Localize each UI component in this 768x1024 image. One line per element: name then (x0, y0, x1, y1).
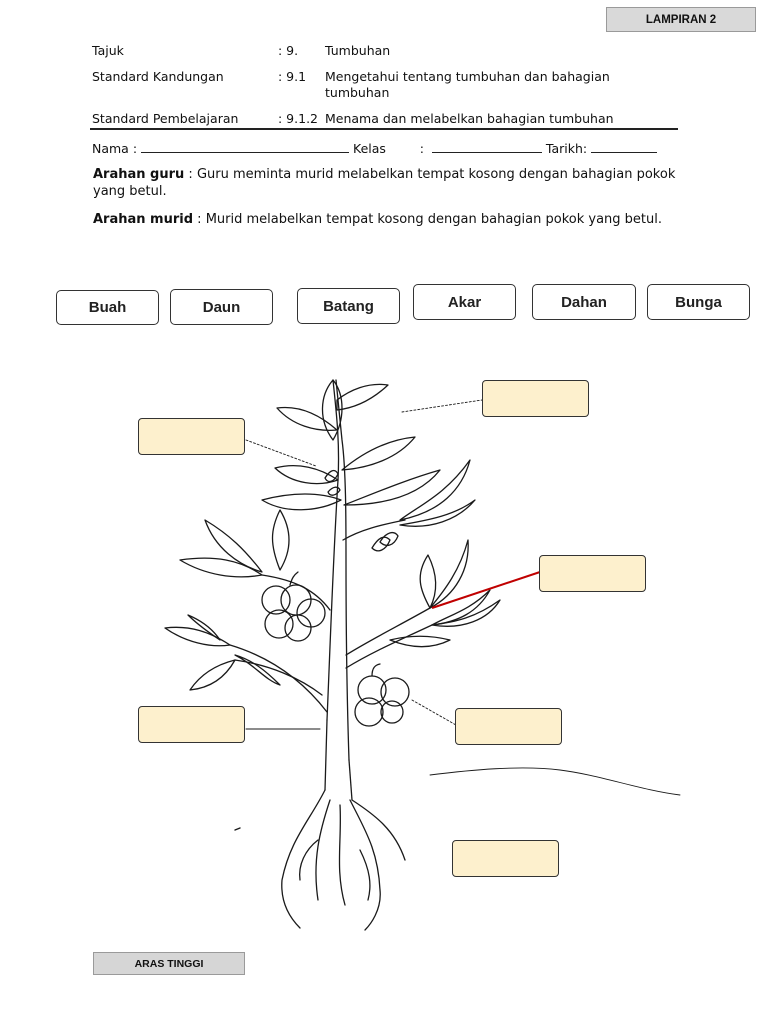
header-number: : 9. (278, 43, 299, 58)
word-card-dahan[interactable]: Dahan (532, 284, 636, 320)
label-box-1[interactable] (138, 418, 245, 455)
root-3 (339, 805, 345, 905)
label-box-2[interactable] (482, 380, 589, 417)
pointer-line-fruit (412, 700, 456, 725)
student-instruction-label: Arahan murid (93, 212, 194, 227)
teacher-instruction-separator: : (184, 167, 197, 182)
trunk-lower-right (349, 760, 352, 800)
label-box-5[interactable] (455, 708, 562, 745)
branch-right-upper (343, 520, 405, 540)
root-6 (300, 840, 318, 880)
header-label: Tajuk (92, 43, 124, 58)
fruit-cluster-right (355, 664, 409, 726)
header-label: Standard Kandungan (92, 69, 224, 84)
student-instruction-separator: : (193, 212, 206, 227)
header-value: Tumbuhan (325, 43, 391, 58)
word-card-bunga[interactable]: Bunga (647, 284, 750, 320)
branch-left-lower (230, 645, 327, 712)
word-card-daun[interactable]: Daun (170, 289, 273, 325)
branch-left-lower-2 (235, 660, 322, 695)
teacher-instruction-label: Arahan guru (93, 167, 185, 182)
label-box-4[interactable] (138, 706, 245, 743)
pointer-line-flower (246, 440, 316, 466)
header-number: : 9.1 (278, 69, 307, 84)
header-number: : 9.1.2 (278, 111, 318, 126)
student-instruction-text: Murid melabelkan tempat kosong dengan bahagian pokok yang betul. (205, 212, 663, 227)
word-card-akar[interactable]: Akar (413, 284, 516, 320)
root-2 (316, 800, 330, 900)
appendix-label: LAMPIRAN 2 (606, 7, 756, 32)
trunk-left-edge (327, 380, 339, 720)
header-label: Standard Pembelajaran (92, 111, 239, 126)
stray-mark (235, 828, 240, 830)
word-card-buah[interactable]: Buah (56, 290, 159, 325)
root-7 (360, 850, 370, 900)
branch-left-upper (262, 575, 330, 610)
header-value: Menama dan melabelkan bahagian tumbuhan (325, 111, 614, 126)
label-box-6[interactable] (452, 840, 559, 877)
kelas-colon: : (419, 141, 424, 156)
pointer-line-leaf (402, 400, 482, 412)
difficulty-level-tag: ARAS TINGGI (93, 952, 245, 975)
root-4 (350, 800, 380, 930)
word-card-batang[interactable]: Batang (297, 288, 400, 324)
kelas-label: Kelas (353, 141, 386, 156)
trunk-lower-left (325, 720, 327, 790)
ground-line (430, 768, 680, 795)
nama-label: Nama : (92, 141, 138, 156)
label-box-3[interactable] (539, 555, 646, 592)
tarikh-label: Tarikh: (545, 141, 588, 156)
header-value: Mengetahui tentang tumbuhan dan bahagian tumbuhan (325, 69, 610, 100)
teacher-instruction-text: Guru meminta murid melabelkan tempat kosong dengan bahagian pokok yang betul. (93, 167, 676, 199)
pointer-line-highlighted (432, 572, 540, 608)
